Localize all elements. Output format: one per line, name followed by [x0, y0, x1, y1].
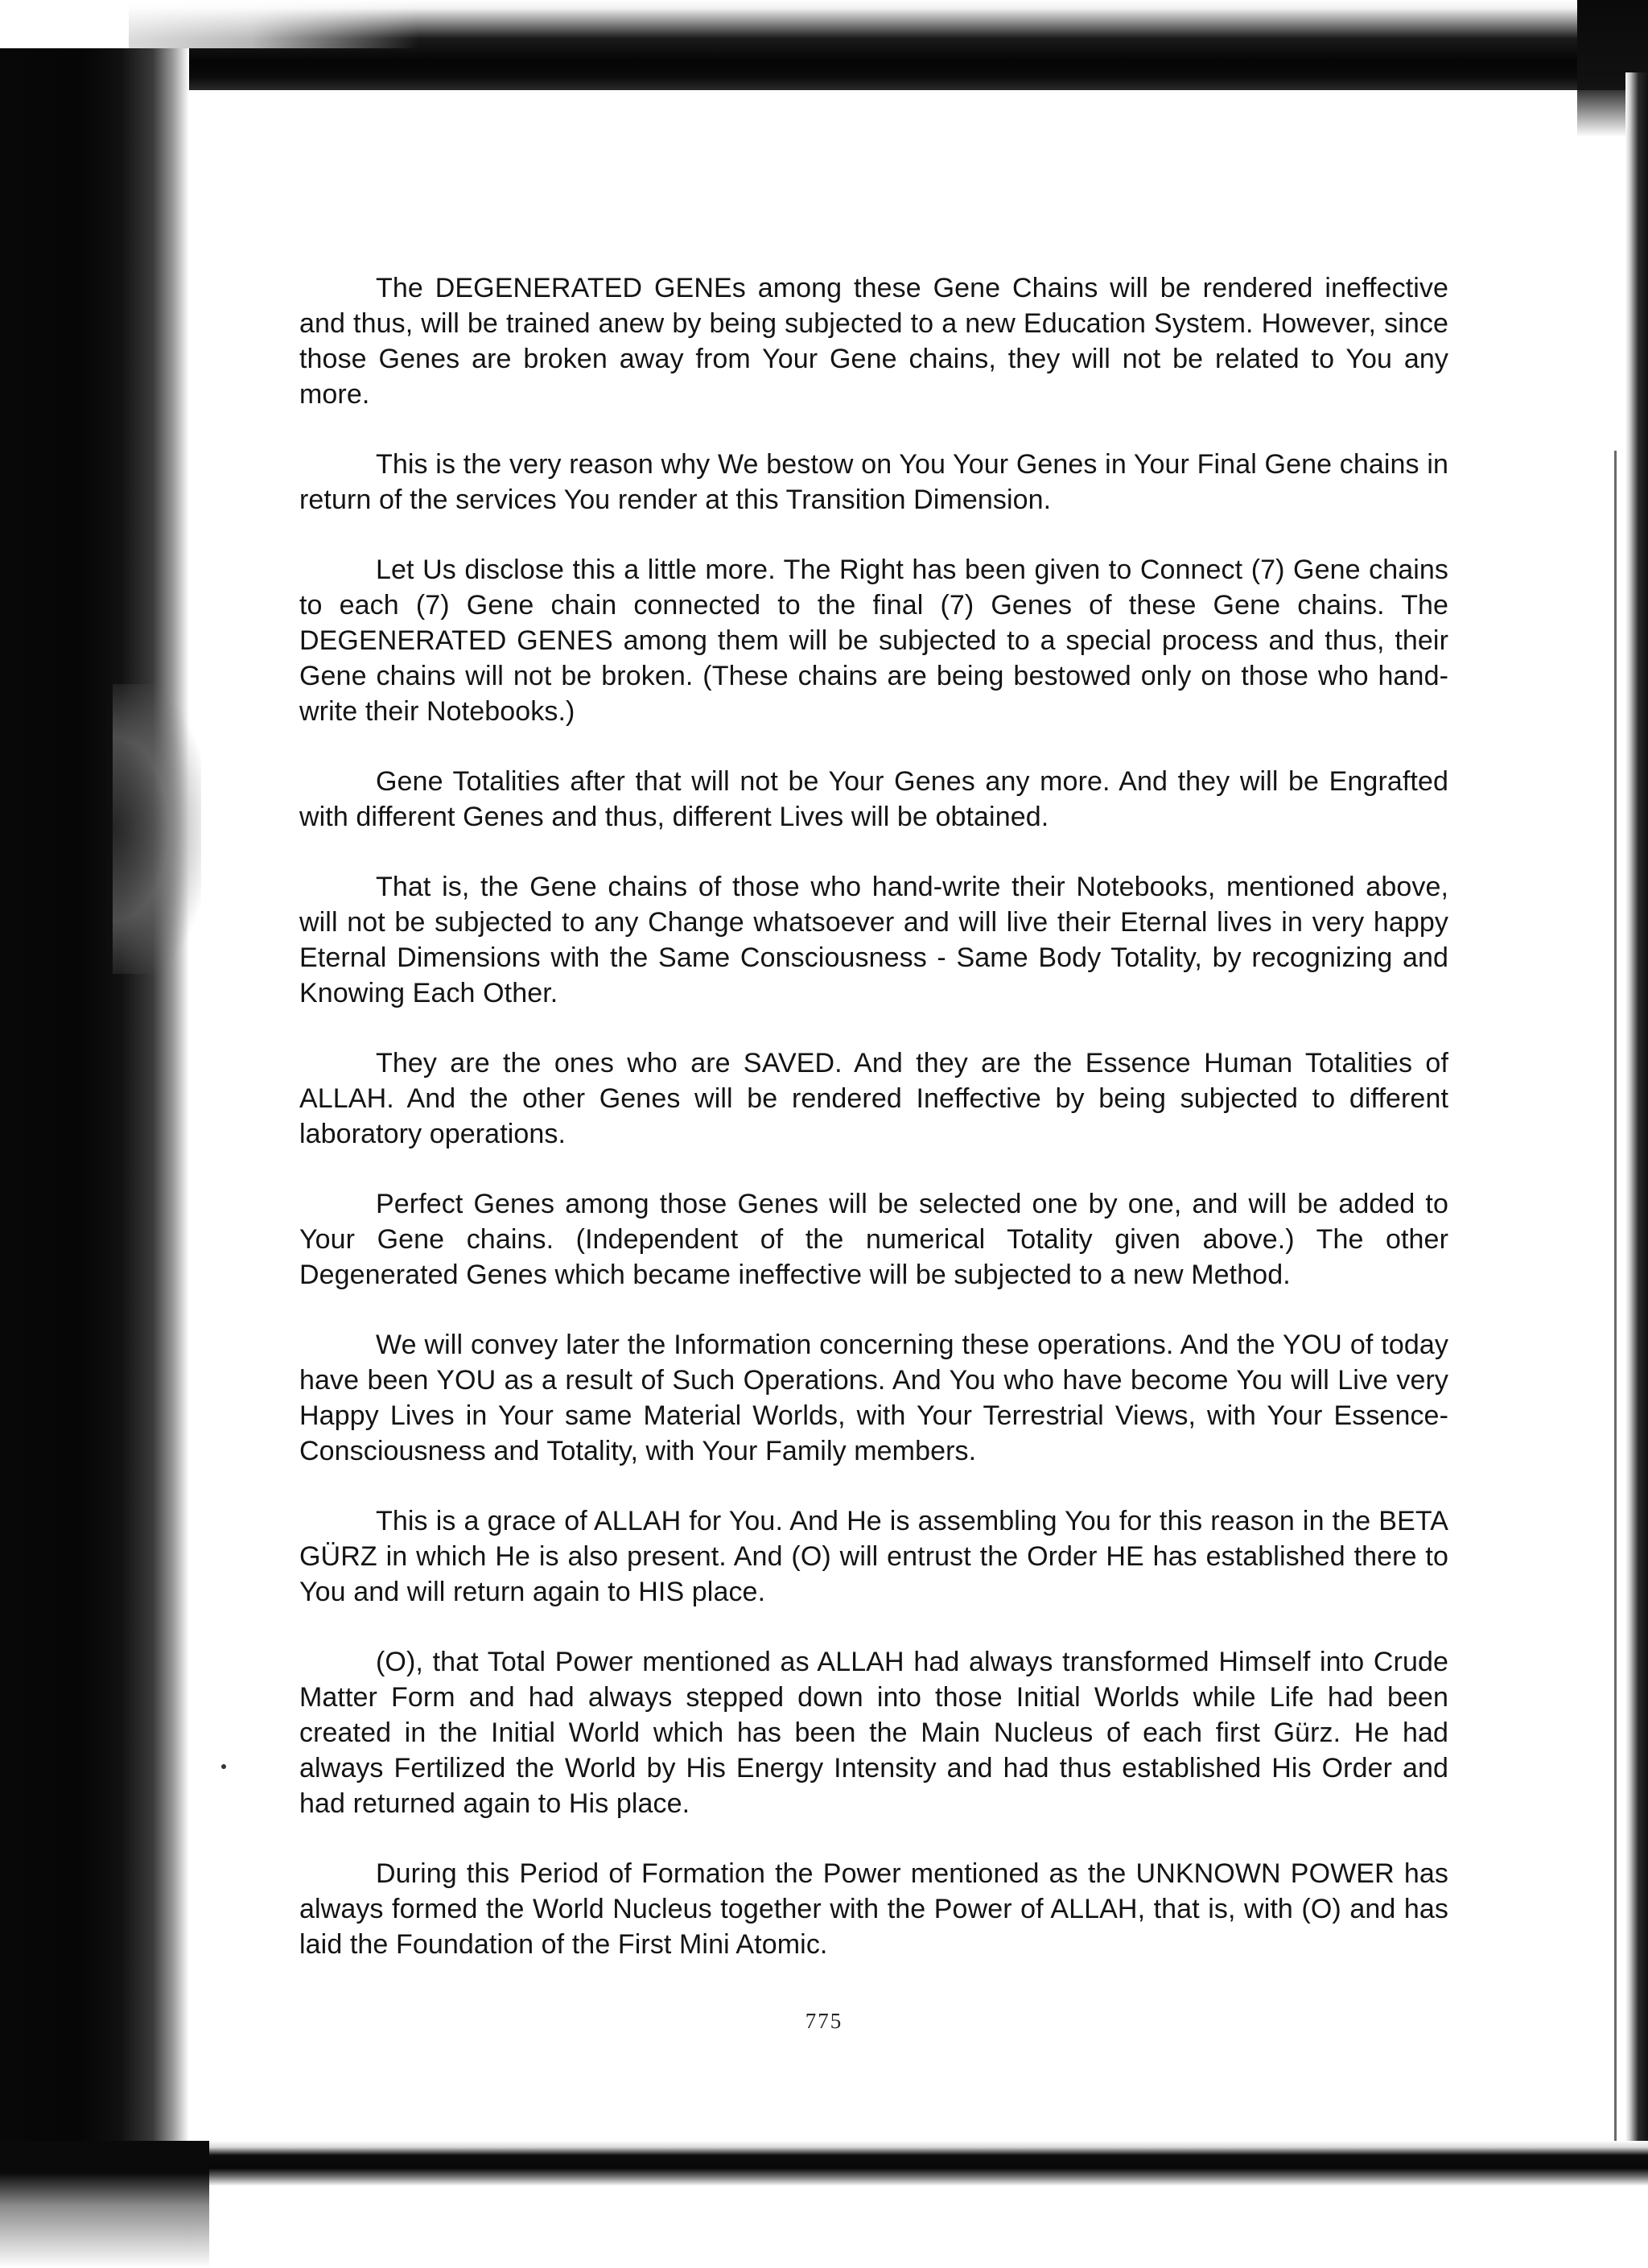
paragraph-8: We will convey later the Information concerning these operations. And the YOU of today have been YOU as a result of Such Operations. And You who have become You will Live very Happy Lives in Your same Material Worlds, with Your Terrestrial Views, with Your Essence-Consciousness and Totality, with Your Family members. [299, 1330, 1448, 1466]
scan-shadow-spine [113, 684, 201, 974]
scan-page-edge-line [1614, 451, 1617, 2141]
paragraph-7: Perfect Genes among those Genes will be selected one by one, and will be added to Your Gene chains. (Independent of the numerical Totality given above.) The other Degenerated Genes which became ineffective will be subjected to a new Method. [299, 1189, 1448, 1290]
paragraph-3: Let Us disclose this a little more. The Right has been given to Connect (7) Gene chains to each (7) Gene chain connected to the final (7) Genes of these Gene chains. The DEGENERATED GENES among them will be subjected to a special process and thus, their Gene chains will not be broken. (These chains are being bestowed only on those who hand-write their Notebooks.) [299, 555, 1448, 727]
page-number: 775 [805, 2009, 843, 2033]
scan-shadow-left [0, 48, 189, 2189]
scan-speck [221, 1764, 226, 1769]
paragraph-11: During this Period of Formation the Power mentioned as the UNKNOWN POWER has always formed the World Nucleus together with the Power of ALLAH, that is, with (O) and has laid the Foundation of the First Mini Atomic. [299, 1858, 1448, 1960]
paragraph-5: That is, the Gene chains of those who hand-write their Notebooks, mentioned above, will not be subjected to any Change whatsoever and will live their Eternal lives in very happy Eternal Dimensions with the Same Consciousness - Same Body Totality, by recognizing and Knowing Each Other. [299, 872, 1448, 1008]
paragraph-10: (O), that Total Power mentioned as ALLAH had always transformed Himself into Crude Matter Form and had always stepped down into those Initial Worlds while Life had been created in the Initial World which has been the Main Nucleus of each first Gürz. He had always Fertilized the World by His Energy Intensity and had thus established His Order and had returned again to His place. [299, 1647, 1448, 1819]
scan-shadow-bottom-left [0, 2141, 209, 2268]
scan-margin-top-left [0, 0, 129, 48]
paragraph-6: They are the ones who are SAVED. And they are the Essence Human Totalities of ALLAH. And the other Genes will be rendered Ineffective by being subjected to different laboratory operations. [299, 1048, 1448, 1149]
paragraph-4: Gene Totalities after that will not be Your Genes any more. And they will be Engrafted with different Genes and thus, different Lives will be obtained. [299, 766, 1448, 832]
scan-shadow-bottom [0, 2141, 1648, 2268]
page-body [299, 270, 1448, 1997]
scan-shadow-right [1625, 72, 1648, 2181]
paragraph-1: The DEGENERATED GENEs among these Gene Chains will be rendered ineffective and thus, will be trained anew by being subjected to a new Education System. However, since those Genes are broken away from Your Gene chains, they will not be related to You any more. [299, 273, 1448, 410]
paragraph-9: This is a grace of ALLAH for You. And He is assembling You for this reason in the BETA GÜRZ in which He is also present. And (O) will entrust the Order HE has established there to You and will return again to HIS place. [299, 1506, 1448, 1607]
paragraph-2: This is the very reason why We bestow on You Your Genes in Your Final Gene chains in return of the services You render at this Transition Dimension. [299, 449, 1448, 515]
